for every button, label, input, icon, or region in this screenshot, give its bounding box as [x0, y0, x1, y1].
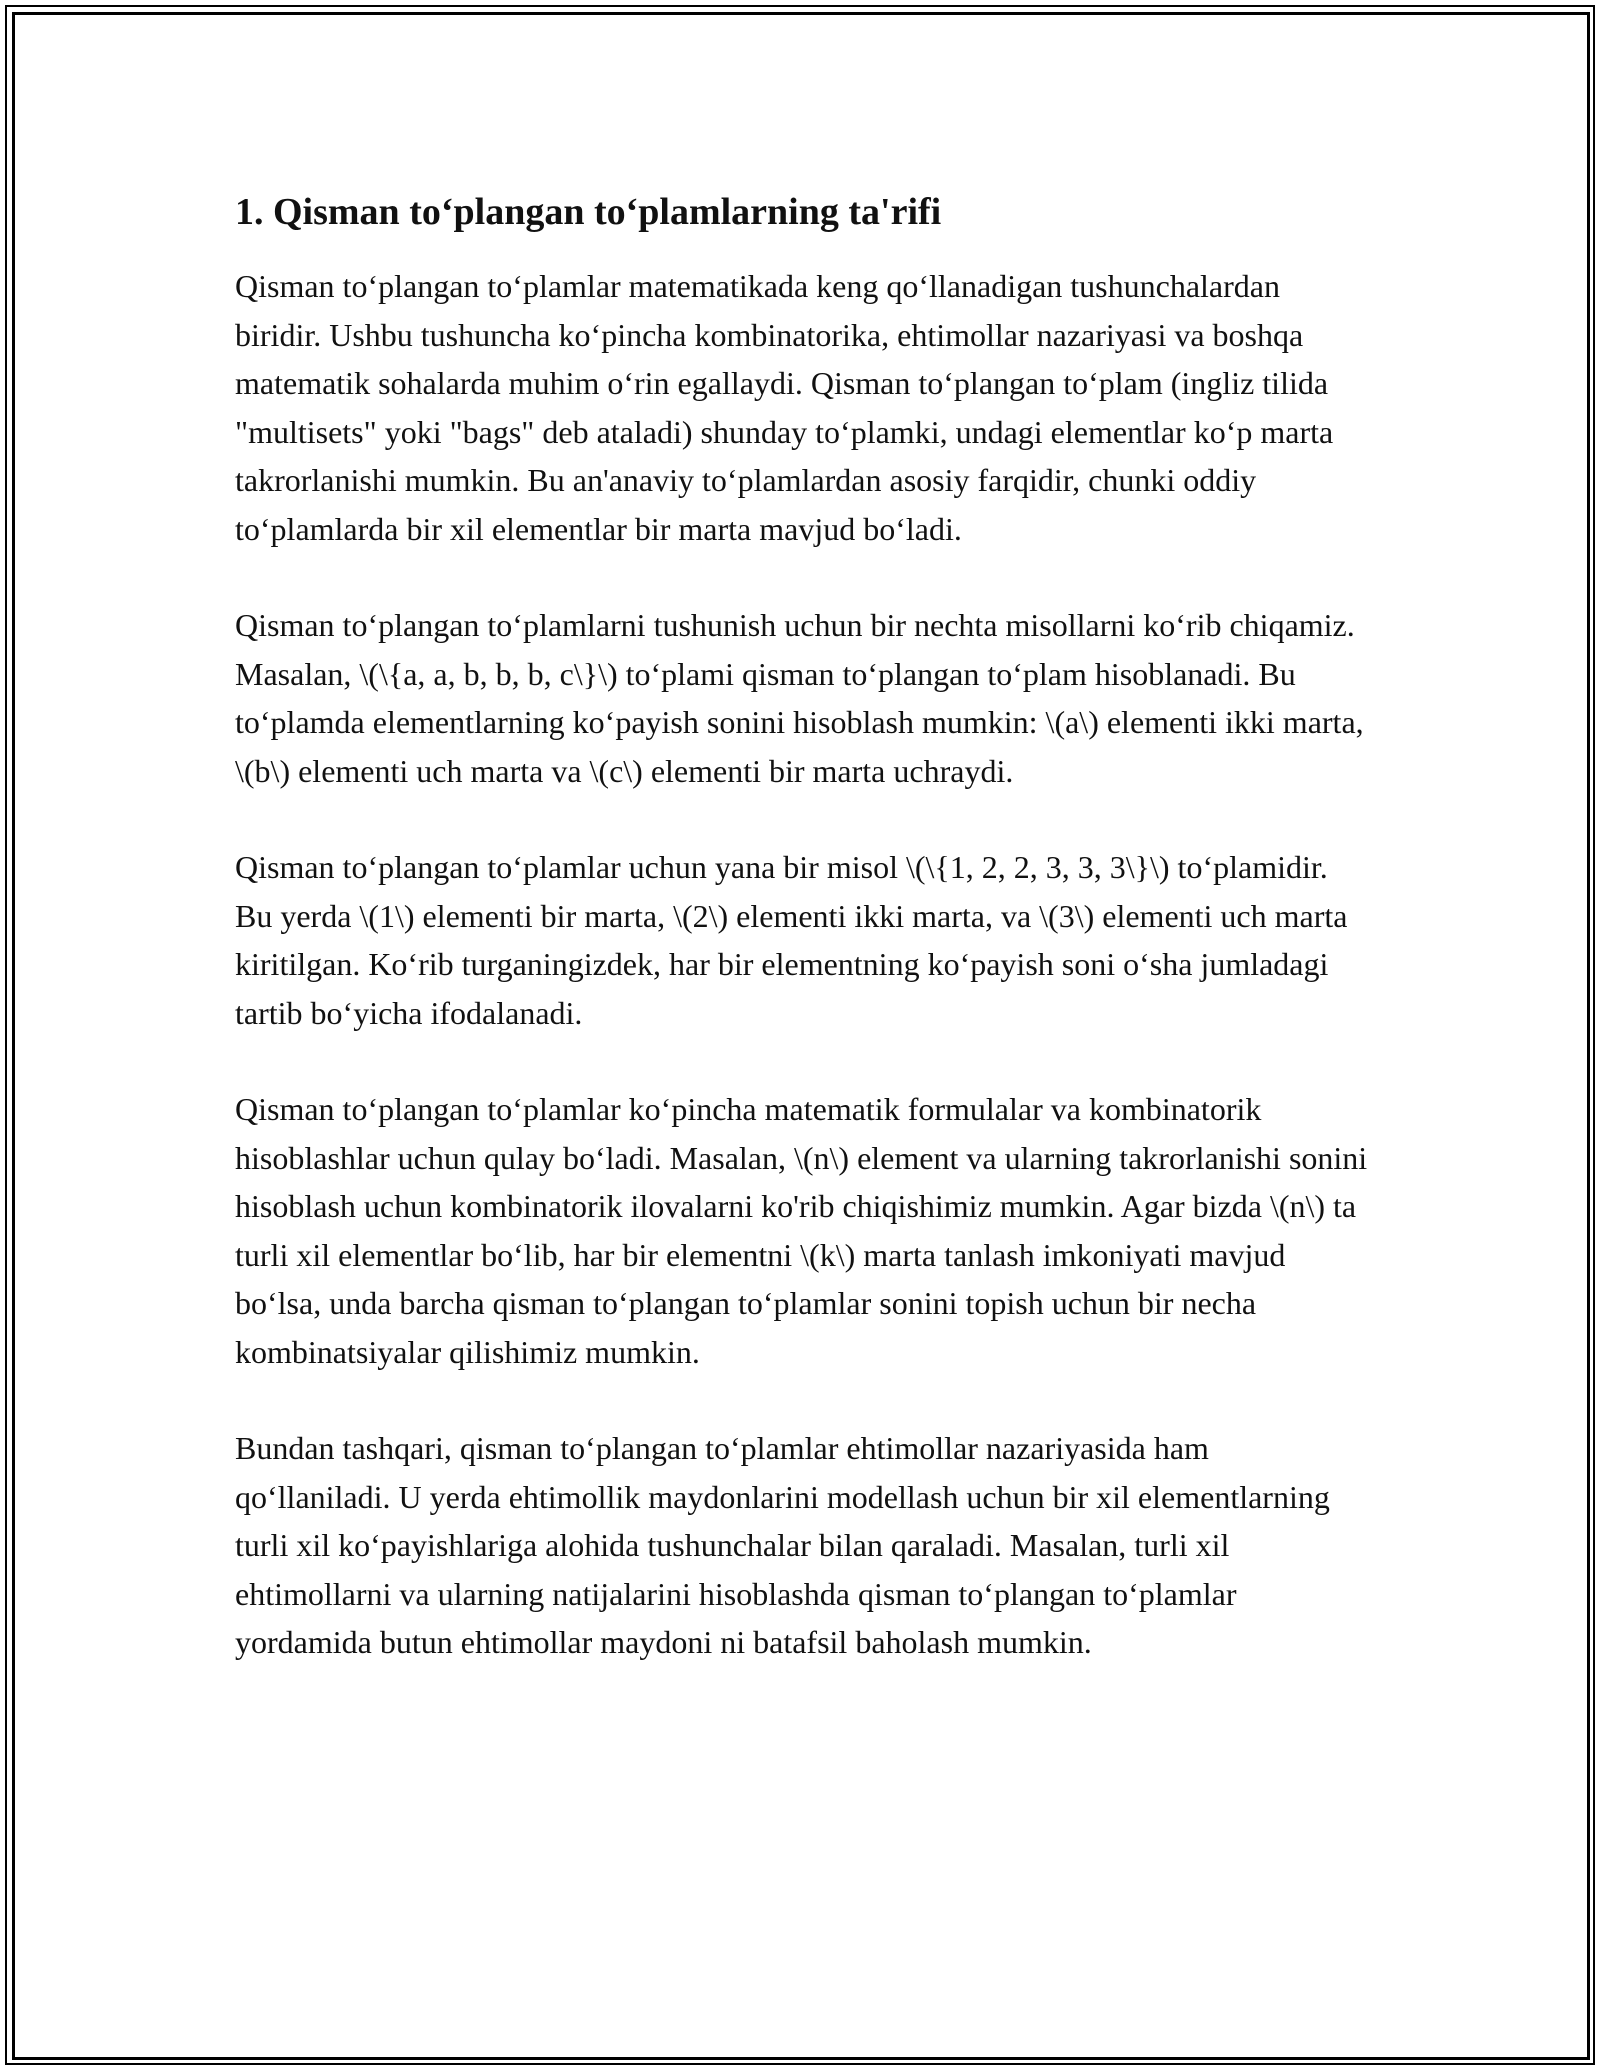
document-body — [235, 180, 1370, 1715]
section-heading: 1. Qisman to‘plangan to‘plamlarning ta'rifi — [235, 191, 942, 233]
paragraph-3: Qisman to‘plangan to‘plamlar uchun yana bir misol \(\{1, 2, 2, 3, 3, 3\}\) to‘plamidir. Bu yerda \(1\) elementi bir marta, \(2\) elementi ikki marta, va \(3\) elementi uch marta kiritilgan. Ko‘rib turganingizdek, har bir elementning ko‘payish soni o‘sha jumladagi tartib bo‘yicha ifodalanadi. — [235, 849, 1348, 1031]
paragraph-1: Qisman to‘plangan to‘plamlar matematikada keng qo‘llanadigan tushunchalardan biridir. Ushbu tushuncha ko‘pincha kombinatorika, ehtimollar nazariyasi va boshqa matematik sohalarda muhim o‘rin egallaydi. Qisman to‘plangan to‘plam (ingliz tilida "multisets" yoki "bags" deb ataladi) shunday to‘plamki, undagi elementlar ko‘p marta takrorlanishi mumkin. Bu an'anaviy to‘plamlardan asosiy farqidir, chunki oddiy to‘plamlarda bir xil elementlar bir marta mavjud bo‘ladi. — [235, 268, 1334, 547]
paragraph-2: Qisman to‘plangan to‘plamlarni tushunish uchun bir nechta misollarni ko‘rib chiqamiz. Masalan, \(\{a, a, b, b, b, c\}\) to‘plami qisman to‘plangan to‘plam hisoblanadi. Bu to‘plamda elementlarning ko‘payish sonini hisoblash mumkin: \(a\) elementi ikki marta, \(b\) elementi uch marta va \(c\) elementi bir marta uchraydi. — [235, 607, 1364, 789]
paragraph-5: Bundan tashqari, qisman to‘plangan to‘plamlar ehtimollar nazariyasida ham qo‘llaniladi. U yerda ehtimollik maydonlarini modellash uchun bir xil elementlarning turli xil ko‘payishlariga alohida tushunchalar bilan qaraladi. Masalan, turli xil ehtimollarni va ularning natijalarini hisoblashda qisman to‘plangan to‘plamlar yordamida butun ehtimollar maydoni ni batafsil baholash mumkin. — [235, 1430, 1330, 1660]
paragraph-4: Qisman to‘plangan to‘plamlar ko‘pincha matematik formulalar va kombinatorik hisoblashlar uchun qulay bo‘ladi. Masalan, \(n\) element va ularning takrorlanishi sonini hisoblash uchun kombinatorik ilovalarni ko'rib chiqishimiz mumkin. Agar bizda \(n\) ta turli xil elementlar bo‘lib, har bir elementni \(k\) marta tanlash imkoniyati mavjud bo‘lsa, unda barcha qisman to‘plangan to‘plamlar sonini topish uchun bir necha kombinatsiyalar qilishimiz mumkin. — [235, 1091, 1368, 1370]
